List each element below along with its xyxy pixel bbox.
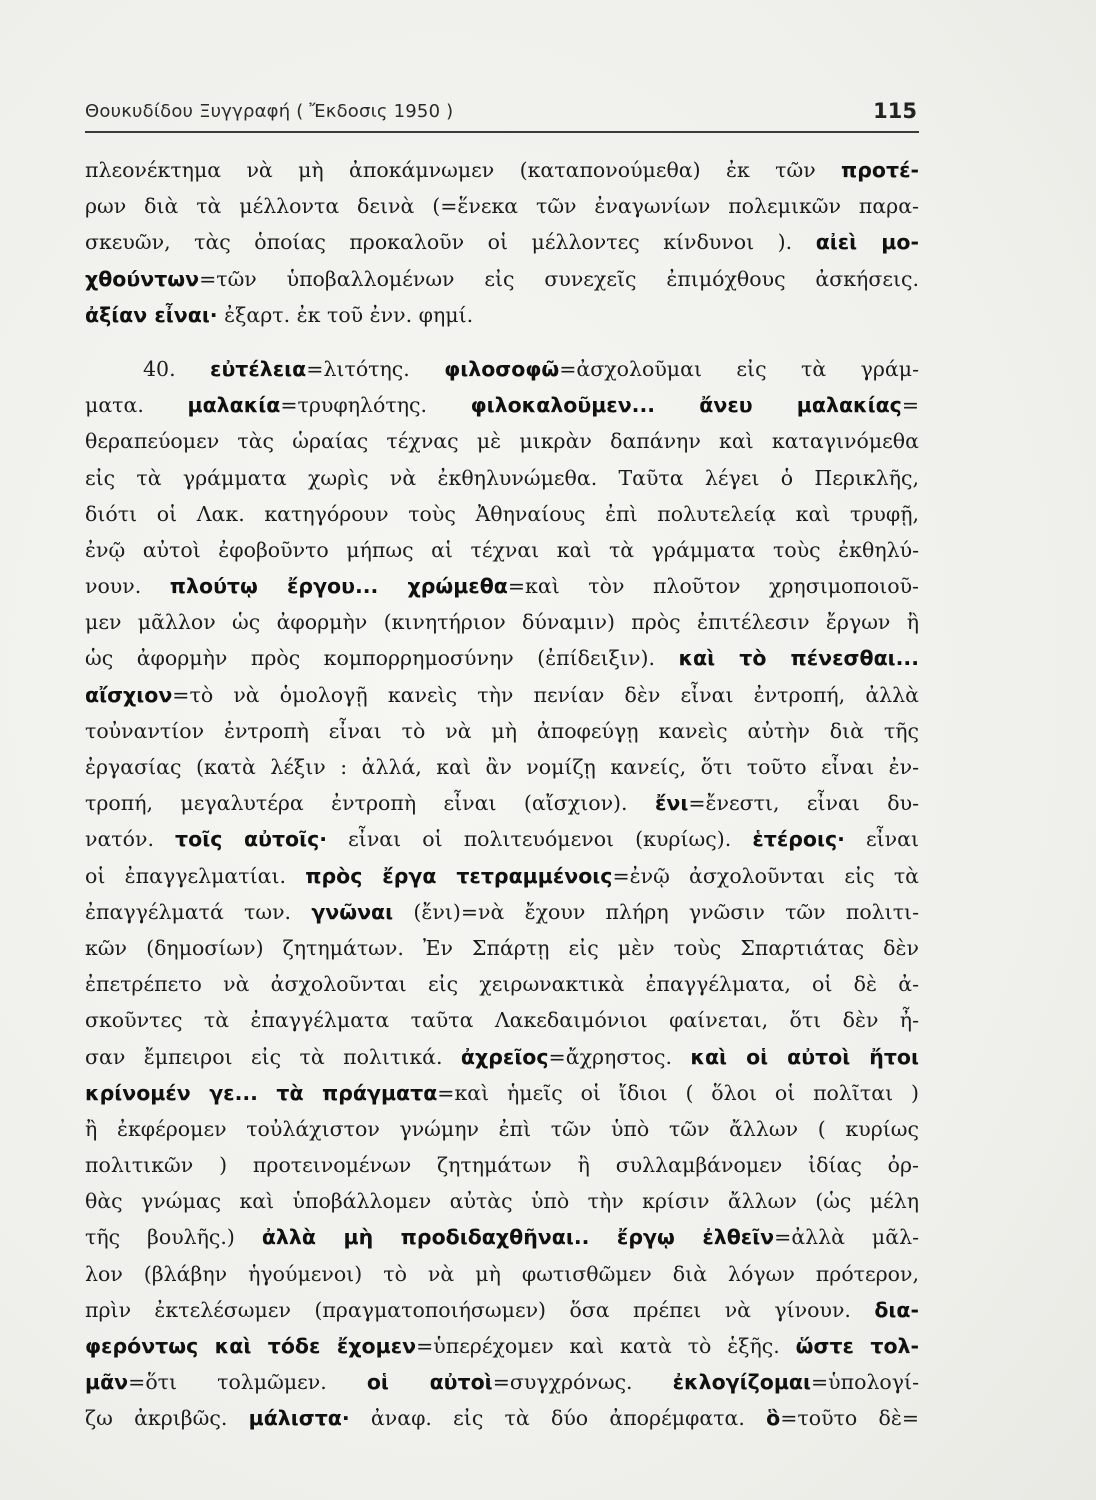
text-line [85, 604, 919, 640]
lemma-term: οἱ αὐτοὶ [366, 1370, 493, 1395]
gloss-text: τοὐναντίον ἐντροπὴ εἶναι τὸ νὰ μὴ ἀποφεύγῃ κανεὶς αὐτὴν διὰ τῆς [85, 718, 919, 743]
lemma-term: πρὸς ἔργα τετραμμένοις [305, 863, 613, 888]
text-line [85, 1364, 919, 1400]
lemma-term: καὶ οἱ αὐτοὶ ἤτοι [690, 1044, 920, 1069]
text-line [85, 749, 919, 785]
text-line [85, 1292, 919, 1328]
lemma-term: ὥστε τολ- [795, 1334, 920, 1358]
gloss-text: ἢ ἐκφέρομεν τοὐλάχιστον γνώμην ἐπὶ τῶν ὑπὸ τῶν ἄλλων ( κυρίως [85, 1116, 919, 1141]
gloss-text: ματα. [85, 393, 188, 418]
gloss-text: λον (βλάβην ἡγούμενοι) τὸ νὰ μὴ φωτισθῶμεν διὰ λόγων πρότερον, [85, 1261, 919, 1286]
gloss-text: =τρυφηλότης. [280, 393, 471, 418]
gloss-text: σκοῦντες τὰ ἐπαγγέλματα ταῦτα Λακεδαιμόνιοι φαίνεται, ὅτι δὲν ἦ- [85, 1008, 919, 1033]
lemma-term: φιλοσοφῶ [444, 356, 560, 381]
text-line [85, 496, 919, 532]
lemma-term: δια- [874, 1297, 919, 1322]
gloss-text: θεραπεύομεν τὰς ὡραίας τέχνας μὲ μικρὰν δαπάνην καὶ καταγινόμεθα [85, 429, 919, 454]
lemma-term: μαλακία [187, 393, 281, 418]
paragraph-2 [85, 351, 919, 1437]
gloss-text: ζω ἀκριβῶς. [85, 1406, 249, 1431]
gloss-text: ἐξαρτ. ἐκ τοῦ ἐνν. φημί. [217, 302, 474, 327]
lemma-term: ἔνι [654, 791, 689, 816]
lemma-term: φερόντως καὶ τόδε ἔχομεν [85, 1334, 417, 1358]
lemma-term: ἐκλογίζομαι [672, 1370, 811, 1395]
gloss-text: οἱ ἐπαγγελματίαι. [85, 863, 306, 888]
text-line [85, 858, 919, 894]
gloss-text: σκευῶν, τὰς ὁποίας προκαλοῦν οἱ μέλλοντες κίνδυνοι ). [85, 230, 816, 255]
lemma-term: χθούντων [85, 266, 200, 291]
text-line [85, 188, 919, 224]
text-line [85, 1256, 919, 1292]
gloss-text: =καὶ ἡμεῖς οἱ ἴδιοι ( ὅλοι οἱ πολῖται ) [437, 1080, 919, 1105]
gloss-text: εἶναι [844, 827, 920, 852]
text-line [85, 423, 919, 459]
gloss-text: =καὶ τὸν πλοῦτον χρησιμοποιοῦ- [507, 574, 919, 599]
gloss-text: =ἄχρηστος. [548, 1044, 691, 1069]
text-line [85, 1111, 919, 1147]
lemma-term: τοῖς αὐτοῖς· [175, 827, 328, 852]
gloss-text: διότι οἱ Λακ. κατηγόρουν τοὺς Ἀθηναίους ἐπὶ πολυτελείᾳ καὶ τρυφῇ, [85, 501, 919, 526]
gloss-text: τῆς βουλῆς.) [85, 1225, 262, 1250]
text-line [85, 640, 919, 676]
gloss-text: =τοῦτο δὲ= [780, 1406, 920, 1431]
lemma-term: πλούτῳ ἔργου... χρώμεθα [169, 574, 508, 599]
gloss-text: σαν ἔμπειροι εἰς τὰ πολιτικά. [85, 1044, 461, 1069]
gloss-text: εἶναι οἱ πολιτευόμενοι (κυρίως). [327, 827, 753, 852]
text-line [85, 966, 919, 1002]
page-number: 115 [873, 99, 917, 123]
text-line [85, 1400, 919, 1436]
text-line [85, 387, 919, 423]
lemma-term: γνῶναι [311, 899, 394, 924]
running-title: Θουκυδίδου Ξυγγραφή ( Ἔκδοσις 1950 ) [85, 101, 454, 122]
text-line [85, 1075, 919, 1111]
lemma-term: αἰεὶ μο- [815, 230, 919, 255]
lemma-term: εὐτέλεια [210, 356, 307, 381]
text-line [85, 1328, 919, 1364]
lemma-term: μᾶν [85, 1370, 129, 1395]
gloss-text: =ὅτι τολμῶμεν. [128, 1370, 367, 1395]
text-line [85, 1219, 919, 1255]
gloss-text: =τὸ νὰ ὁμολογῇ κανεὶς τὴν πενίαν δὲν εἶναι ἐντροπή, ἀλλὰ [172, 682, 919, 707]
text-line [85, 351, 919, 387]
lemma-term: αἴσχιον [85, 682, 173, 707]
lemma-term: μάλιστα· [248, 1406, 350, 1431]
gloss-text: ἐργασίας (κατὰ λέξιν : ἀλλά, καὶ ἂν νομίζῃ κανείς, ὅτι τοῦτο εἶναι ἐν- [85, 755, 919, 779]
text-line [85, 785, 919, 821]
lemma-term: ἀχρεῖος [460, 1044, 549, 1069]
gloss-text: θὰς γνώμας καὶ ὑποβάλλομεν αὐτὰς ὑπὸ τὴν κρίσιν ἄλλων (ὡς μέλη [85, 1189, 919, 1214]
text-line [85, 1183, 919, 1219]
body-text [85, 152, 919, 1437]
text-line [85, 677, 919, 713]
gloss-text: =ἔνεστι, εἶναι δυ- [688, 791, 920, 816]
lemma-term: προτέ- [841, 158, 919, 182]
text-line [85, 224, 919, 260]
gloss-text: πολιτικῶν ) προτεινομένων ζητημάτων ἢ συλλαμβάνομεν ἰδίας ὀρ- [85, 1153, 919, 1178]
paragraph-1 [85, 152, 919, 333]
text-line [85, 894, 919, 930]
lemma-term: φιλοκαλοῦμεν... ἄνευ μαλακίας [470, 393, 902, 418]
gloss-text: μεν μᾶλλον ὡς ἀφορμὴν (κινητήριον δύναμιν) πρὸς ἐπιτέλεσιν ἔργων ἢ [85, 610, 919, 635]
lemma-term: ἑτέροις· [752, 827, 845, 852]
text-line [85, 1147, 919, 1183]
text-line [85, 930, 919, 966]
gloss-text: εἰς τὰ γράμματα χωρὶς νὰ ἐκθηλυνώμεθα. Ταῦτα λέγει ὁ Περικλῆς, [85, 465, 919, 490]
gloss-text: ἀναφ. εἰς τὰ δύο ἀπορέμφατα. [349, 1406, 767, 1431]
gloss-text: ἐπαγγέλματά των. [85, 899, 312, 924]
text-line [85, 297, 919, 333]
gloss-text: ἐνῷ αὐτοὶ ἐφοβοῦντο μήπως αἱ τέχναι καὶ τὰ γράμματα τοὺς ἐκθηλύ- [85, 537, 919, 562]
gloss-text: =ὑπολογί- [810, 1370, 919, 1395]
gloss-text: =ἀσχολοῦμαι εἰς τὰ γράμ- [559, 356, 919, 381]
running-header [85, 97, 919, 133]
text-line [85, 713, 919, 749]
gloss-text: τροπή, μεγαλυτέρα ἐντροπὴ εἶναι (αἴσχιον). [85, 791, 655, 816]
text-line [85, 1039, 919, 1075]
gloss-text: νατόν. [85, 827, 176, 852]
lemma-term: καὶ τὸ πένεσθαι... [678, 646, 919, 671]
text-line [85, 821, 919, 857]
text-line [85, 532, 919, 568]
text-line [85, 568, 919, 604]
gloss-text: (ἔνι)=νὰ ἔχουν πλήρη γνῶσιν τῶν πολιτι- [393, 899, 919, 924]
text-line [85, 460, 919, 496]
gloss-text: =λιτότης. [306, 356, 445, 381]
text-line [85, 261, 919, 297]
gloss-text: ρων διὰ τὰ μέλλοντα δεινὰ (=ἕνεκα τῶν ἐναγωνίων πολεμικῶν παρα- [85, 194, 919, 219]
gloss-text: =ὑπερέχομεν καὶ κατὰ τὸ ἑξῆς. [416, 1334, 796, 1358]
gloss-text: ἐπετρέπετο νὰ ἀσχολοῦνται εἰς χειρωνακτικὰ ἐπαγγέλματα, οἱ δὲ ἀ- [85, 972, 919, 997]
gloss-text: πρὶν ἐκτελέσωμεν (πραγματοποιήσωμεν) ὅσα πρέπει νὰ γίνουν. [85, 1297, 875, 1322]
gloss-text: κῶν (δημοσίων) ζητημάτων. Ἐν Σπάρτῃ εἰς μὲν τοὺς Σπαρτιάτας δὲν [85, 935, 919, 960]
gloss-text: =τῶν ὑποβαλλομένων εἰς συνεχεῖς ἐπιμόχθους ἀσκήσεις. [199, 266, 919, 291]
text-line [85, 1002, 919, 1038]
gloss-text: πλεονέκτημα νὰ μὴ ἀποκάμνωμεν (καταπονούμεθα) ἐκ τῶν [85, 158, 842, 182]
gloss-text: = [901, 393, 919, 418]
gloss-text: 40. [143, 356, 211, 381]
gloss-text: =ἐνῷ ἀσχολοῦνται εἰς τὰ [612, 863, 919, 888]
lemma-term: ἀλλὰ μὴ προδιδαχθῆναι.. ἔργῳ ἐλθεῖν [261, 1225, 775, 1250]
lemma-term: ἀξίαν εἶναι· [85, 302, 218, 327]
gloss-text: =συγχρόνως. [492, 1370, 673, 1395]
text-line [85, 152, 919, 188]
gloss-text: νουν. [85, 574, 170, 599]
gloss-text: ὡς ἀφορμὴν πρὸς κομπορρημοσύνην (ἐπίδειξιν). [85, 646, 679, 671]
lemma-term: ὃ [766, 1406, 781, 1431]
gloss-text: =ἀλλὰ μᾶλ- [774, 1225, 919, 1250]
lemma-term: κρίνομέν γε... τὰ πράγματα [85, 1080, 438, 1105]
